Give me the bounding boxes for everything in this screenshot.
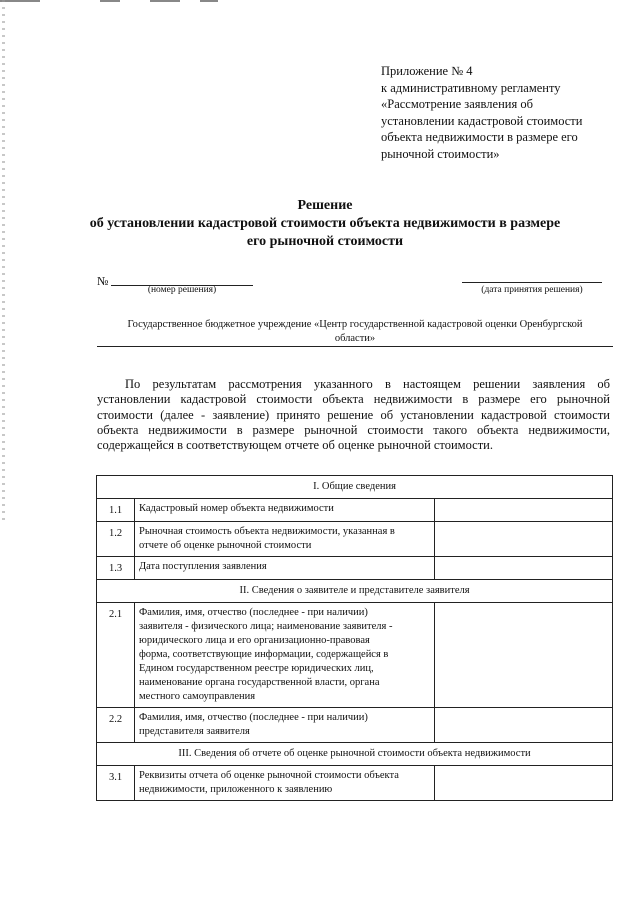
organization-name [97, 318, 613, 346]
number-sign: № [97, 274, 109, 288]
row-value-cell [435, 557, 613, 580]
row-label [135, 766, 435, 801]
subtitle-line: об установлении кадастровой стоимости объекта недвижимости в размере [89, 216, 561, 231]
appendix-header [381, 63, 621, 162]
appendix-line: объекта недвижимости в размере его [381, 130, 578, 144]
paragraph-line: стоимости (далее - заявление) принято решение об установлении кадастровой стоимости [97, 407, 610, 422]
row-label-line: Кадастровый номер объекта недвижимости [139, 503, 334, 514]
organization-line: области» [334, 333, 376, 344]
decision-number-caption: (номер решения) [147, 285, 217, 295]
scan-artifact [150, 0, 180, 2]
document-subtitle [60, 215, 590, 250]
organization-line: Государственное бюджетное учреждение «Центр государственной кадастровой оценки Оренбургской [127, 319, 583, 330]
appendix-line: установлении кадастровой стоимости [381, 113, 583, 128]
scan-artifact [2, 0, 5, 520]
organization-underline [97, 346, 613, 347]
table-row [97, 708, 613, 743]
section-header-row [97, 743, 613, 766]
row-label-line: Реквизиты отчета об оценке рыночной стоимости объекта [139, 770, 399, 781]
row-label-line: отчете об оценке рыночной стоимости [139, 540, 312, 551]
appendix-line: Приложение № 4 [381, 64, 473, 78]
document-title: Решение [297, 198, 353, 213]
subtitle-line: его рыночной стоимости [246, 233, 404, 249]
table-row [97, 766, 613, 801]
row-label-line: заявителя - физического лица; наименование заявителя - [139, 621, 393, 632]
row-label-line: недвижимости, приложенного к заявлению [139, 784, 333, 795]
section-header-row [97, 580, 613, 603]
scan-artifact [200, 0, 218, 2]
row-number: 1.3 [97, 557, 135, 580]
row-value-cell [435, 603, 613, 708]
row-label-line: Фамилия, имя, отчество (последнее - при наличии) [139, 607, 368, 618]
appendix-line: к административному регламенту [381, 80, 561, 95]
row-label-line: местного самоуправления [139, 691, 256, 702]
row-number: 1.1 [97, 499, 135, 522]
row-value-cell [435, 522, 613, 557]
paragraph-line: объекта недвижимости в размере рыночной стоимости такого объекта недвижимости, [97, 422, 610, 437]
row-number: 2.2 [97, 708, 135, 743]
paragraph-line: установлении кадастровой стоимости объекта недвижимости в размере его рыночной [97, 392, 610, 407]
row-label-line: Рыночная стоимость объекта недвижимости, указанная в [139, 526, 395, 537]
information-table [96, 475, 613, 801]
row-label [135, 708, 435, 743]
row-value-cell [435, 766, 613, 801]
row-label-line: наименование органа государственной власти, органа [139, 677, 380, 688]
row-number: 1.2 [97, 522, 135, 557]
appendix-line: рыночной стоимости» [381, 146, 500, 161]
section-title: I. Общие сведения [97, 476, 613, 499]
row-label [135, 499, 435, 522]
scan-artifact [100, 0, 120, 2]
paragraph-line: содержащейся в соответствующем отчете об оценке рыночной стоимости. [97, 438, 493, 453]
table-row [97, 603, 613, 708]
row-label-line: Фамилия, имя, отчество (последнее - при наличии) [139, 712, 368, 723]
row-label [135, 522, 435, 557]
decision-date-field [462, 282, 602, 283]
row-label-line: юридического лица и его организационно-правовая [139, 635, 370, 646]
table-row [97, 557, 613, 580]
row-label-line: представителя заявителя [139, 726, 250, 737]
scan-artifact [0, 0, 40, 2]
row-label [135, 603, 435, 708]
row-value-cell [435, 499, 613, 522]
appendix-line: «Рассмотрение заявления об [381, 97, 533, 111]
decision-date-caption: (дата принятия решения) [481, 285, 583, 295]
section-header-row [97, 476, 613, 499]
row-label [135, 557, 435, 580]
row-label-line: Дата поступления заявления [139, 561, 267, 572]
row-label-line: форма, соответствующие информации, содержащейся в [139, 649, 389, 660]
section-title: III. Сведения об отчете об оценке рыночной стоимости объекта недвижимости [97, 743, 613, 766]
row-label-line: Едином государственном реестре юридических лиц, [139, 663, 374, 674]
table-row [97, 499, 613, 522]
decision-paragraph [97, 377, 610, 453]
table-row [97, 522, 613, 557]
row-number: 2.1 [97, 603, 135, 708]
paragraph-line: По результатам рассмотрения указанного в настоящем решении заявления об [125, 377, 610, 391]
row-value-cell [435, 708, 613, 743]
row-number: 3.1 [97, 766, 135, 801]
section-title: II. Сведения о заявителе и представителе заявителя [97, 580, 613, 603]
